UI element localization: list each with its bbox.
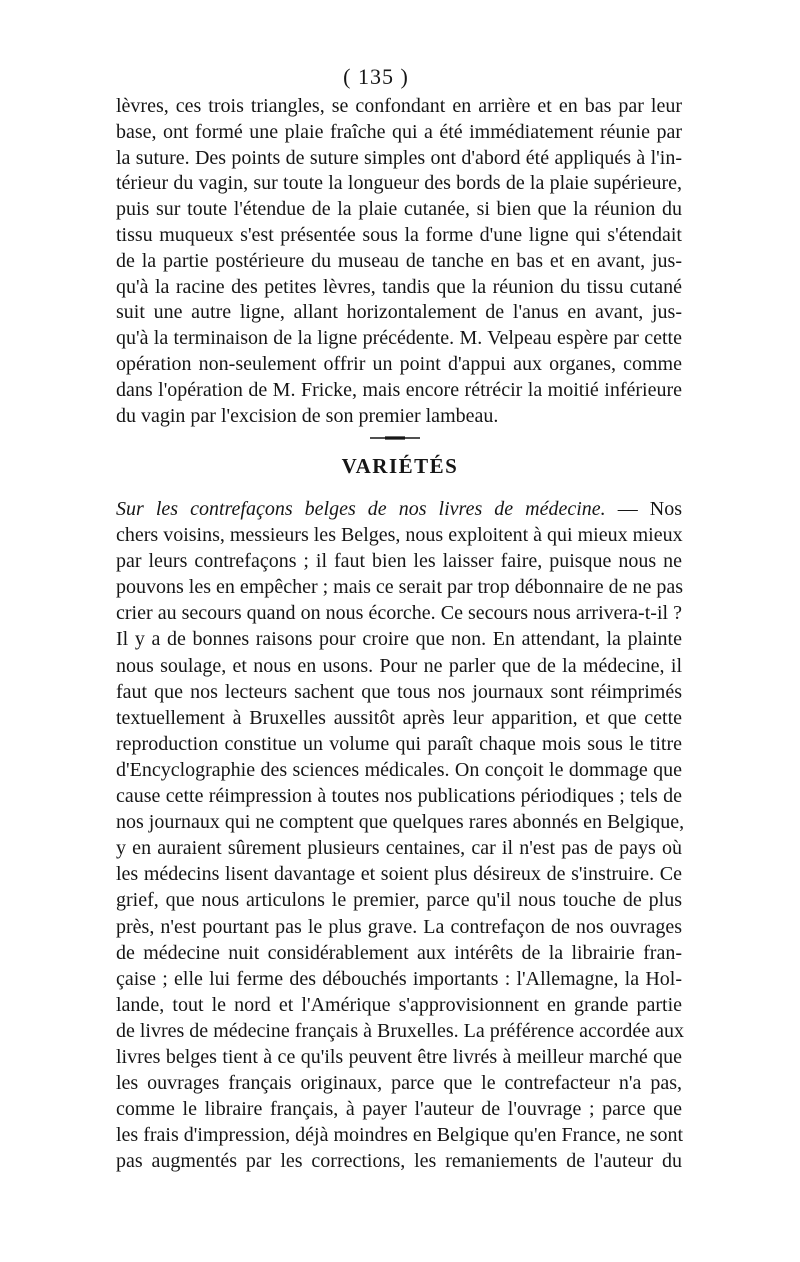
lead-rest: — Nos [605, 498, 682, 520]
section-title: VARIÉTÉS [341, 454, 459, 478]
text-line: textuellement à Bruxelles aussitôt après leur apparition, et que cette [116, 706, 682, 729]
text-line: lande, tout le nord et l'Amérique s'approvisionnent en grande partie [116, 993, 682, 1016]
text-line: Il y a de bonnes raisons pour croire que non. En attendant, la plainte [116, 628, 682, 651]
text-line: nous soulage, et nous en usons. Pour ne parler que de la médecine, il [116, 654, 682, 677]
text-line: çaise ; elle lui ferme des débouchés importants : l'Allemagne, la Hol- [116, 967, 682, 990]
page-number: ( 135 ) [343, 64, 409, 89]
text-line: tissu muqueux s'est présentée sous la forme d'une ligne qui s'étendait [116, 223, 682, 246]
text-line: de médecine nuit considérablement aux intérêts de la librairie fran- [116, 941, 682, 964]
text-line: faut que nos lecteurs sachent que tous nos journaux sont réimprimés [116, 680, 682, 703]
text-line: d'Encyclographie des sciences médicales. On conçoit le dommage que [116, 758, 682, 781]
text-line: puis sur toute l'étendue de la plaie cutanée, si bien que la réunion du [116, 198, 682, 221]
text-line: y en auraient sûrement plusieurs centaines, car il n'est pas de pays où [116, 837, 682, 860]
text-line: cause cette réimpression à toutes nos publications périodiques ; tels de [116, 785, 682, 808]
text-line: les frais d'impression, déjà moindres en Belgique qu'en France, ne sont [116, 1124, 684, 1147]
lead-title: Sur les contrefaçons belges de nos livres de médecine. [116, 498, 606, 520]
text-line: térieur du vagin, sur toute la longueur des bords de la plaie supérieure, [116, 172, 682, 195]
text-line: crier au secours quand on nous écorche. Ce secours nous arrivera-t-il ? [116, 602, 682, 625]
text-line: pouvons les en empêcher ; mais ce serait par trop débonnaire de ne pas [116, 576, 684, 599]
section-divider [370, 436, 420, 439]
text-line: reproduction constitue un volume qui paraît chaque mois sous le titre [116, 732, 682, 755]
text-line: de la partie postérieure du museau de tanche en bas et en avant, jus- [116, 249, 682, 272]
text-line: livres belges tient à ce qu'ils peuvent être livrés à meilleur marché que [116, 1045, 682, 1068]
text-line: chers voisins, messieurs les Belges, nous exploitent à qui mieux mieux [116, 524, 683, 547]
text-line: dans l'opération de M. Fricke, mais encore rétrécir la moitié inférieure [116, 378, 682, 401]
text-line: près, n'est pourtant pas le plus grave. La contrefaçon de nos ouvrages [116, 915, 682, 938]
paragraph-velpeau-operation [116, 94, 682, 429]
text-line: lèvres, ces trois triangles, se confondant en arrière et en bas par leur [116, 95, 682, 117]
text-line: comme le libraire français, à payer l'auteur de l'ouvrage ; parce que [116, 1098, 682, 1121]
text-line: base, ont formé une plaie fraîche qui a été immédiatement réunie par [116, 120, 682, 143]
text-line: les ouvrages français originaux, parce que le contrefacteur n'a pas, [116, 1072, 682, 1095]
text-line: les médecins lisent davantage et soient plus désireux de s'instruire. Ce [116, 863, 682, 886]
lead-line [116, 496, 682, 522]
paragraph-belgian-counterfeits [116, 496, 685, 1174]
text-line: la suture. Des points de suture simples ont d'abord été appliqués à l'in- [116, 146, 682, 169]
text-line: grief, que nous articulons le premier, parce qu'il nous touche de plus [116, 889, 682, 912]
text-line: qu'à la racine des petites lèvres, tandis que la réunion du tissu cutané [116, 275, 682, 298]
text-line: du vagin par l'excision de son premier lambeau. [116, 404, 499, 427]
text-line: opération non-seulement offrir un point d'appui aux organes, comme [116, 352, 682, 375]
text-line: nos journaux qui ne comptent que quelques rares abonnés en Belgique, [116, 811, 685, 834]
text-line: qu'à la terminaison de la ligne précédente. M. Velpeau espère par cette [116, 327, 682, 350]
text-line: par leurs contrefaçons ; il faut bien les laisser faire, puisque nous ne [116, 550, 682, 573]
text-line: pas augmentés par les corrections, les remaniements de l'auteur du [116, 1150, 682, 1173]
text-line: de livres de médecine français à Bruxelles. La préférence accordée aux [116, 1019, 685, 1042]
text-line: suit une autre ligne, allant horizontalement de l'anus en avant, jus- [116, 301, 682, 324]
